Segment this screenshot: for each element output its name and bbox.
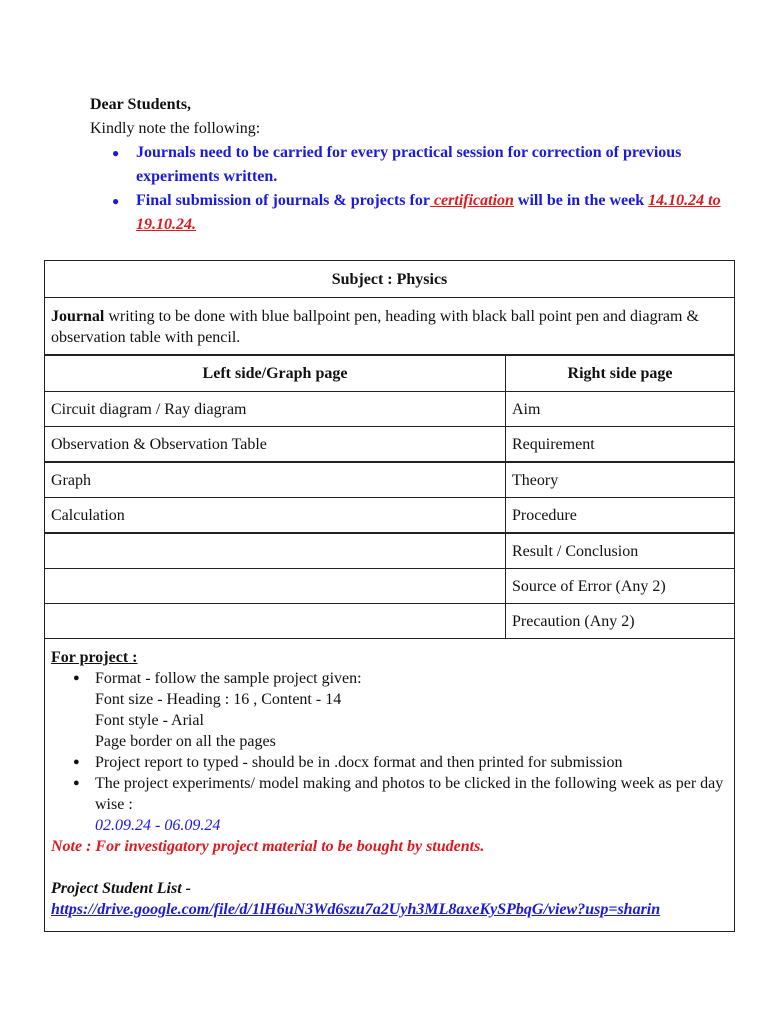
journal-instructions	[45, 298, 735, 356]
physics-table	[44, 260, 735, 932]
right-cell: Procedure	[506, 498, 735, 534]
left-cell	[45, 569, 506, 604]
table-row	[45, 498, 735, 534]
experiments-text: The project experiments/ model making and photos to be clicked in the following week as per day wise :	[95, 775, 724, 813]
bullet-icon: ●	[73, 756, 80, 768]
submission-period: .	[192, 216, 196, 233]
bullet-icon: ●	[112, 194, 120, 208]
project-experiments-item	[51, 773, 728, 836]
notice-journals-text: Journals need to be carried for every practical session for correction of previous experiments written.	[136, 144, 682, 185]
right-cell: Precaution (Any 2)	[506, 604, 735, 639]
journal-text: writing to be done with blue ballpoint pen, heading with black ball point pen and diagram & observation table with pencil.	[51, 308, 699, 346]
project-section	[45, 639, 735, 932]
format-line: Format - follow the sample project given:	[95, 670, 362, 687]
bullet-icon: ●	[112, 146, 120, 160]
bullet-icon: ●	[73, 672, 80, 684]
left-cell	[45, 604, 506, 639]
table-row	[45, 392, 735, 427]
table-row	[45, 427, 735, 463]
notice-final-mid: will be in the week	[513, 192, 649, 209]
right-cell: Aim	[506, 392, 735, 427]
table-row	[45, 533, 735, 569]
left-cell: Observation & Observation Table	[45, 427, 506, 463]
left-cell: Calculation	[45, 498, 506, 534]
note-text: Note : For investigatory project material to be bought by students.	[51, 838, 485, 855]
student-list-title: Project Student List -	[51, 880, 191, 897]
greeting: Dear Students,	[90, 96, 192, 113]
right-cell: Theory	[506, 462, 735, 498]
page-border-line: Page border on all the pages	[95, 733, 276, 750]
project-format-item	[51, 668, 728, 752]
project-list	[51, 668, 728, 836]
right-side-header: Right side page	[506, 355, 735, 392]
table-row	[45, 569, 735, 604]
kindly-note: Kindly note the following:	[90, 120, 261, 137]
right-cell: Source of Error (Any 2)	[506, 569, 735, 604]
table-row	[45, 462, 735, 498]
header-row	[45, 355, 735, 392]
bullet-icon: ●	[73, 777, 80, 789]
project-row	[45, 639, 735, 932]
report-text: Project report to typed - should be in .docx format and then printed for submission	[95, 754, 623, 771]
project-title: For project :	[51, 649, 138, 666]
table-row	[45, 604, 735, 639]
left-side-header: Left side/Graph page	[45, 355, 506, 392]
notice-final-submission	[90, 189, 730, 237]
subject-row	[45, 261, 735, 298]
left-cell: Graph	[45, 462, 506, 498]
left-cell: Circuit diagram / Ray diagram	[45, 392, 506, 427]
project-report-item	[51, 752, 728, 773]
font-size-line: Font size - Heading : 16 , Content - 14	[95, 691, 342, 708]
certification-text: certification	[429, 192, 514, 209]
spacer	[51, 857, 728, 878]
font-style-line: Font style - Arial	[95, 712, 204, 729]
left-cell	[45, 533, 506, 569]
student-list-link[interactable]: https://drive.google.com/file/d/1lH6uN3Wd6szu7a2Uyh3ML8axeKySPbqG/view?usp=sharin	[51, 901, 661, 918]
submission-dates: 14.10.24 to 19.10.24	[136, 192, 721, 233]
right-cell: Result / Conclusion	[506, 533, 735, 569]
journal-label: Journal	[51, 308, 105, 325]
experiment-dates: 02.09.24 - 06.09.24	[95, 817, 221, 834]
right-cell: Requirement	[506, 427, 735, 463]
notice-final-pre: Final submission of journals & projects for	[136, 192, 430, 209]
notice-journals	[90, 141, 730, 189]
journal-row	[45, 298, 735, 356]
subject-title: Subject : Physics	[45, 261, 735, 298]
notice-list	[90, 141, 730, 237]
intro-section	[90, 93, 730, 237]
